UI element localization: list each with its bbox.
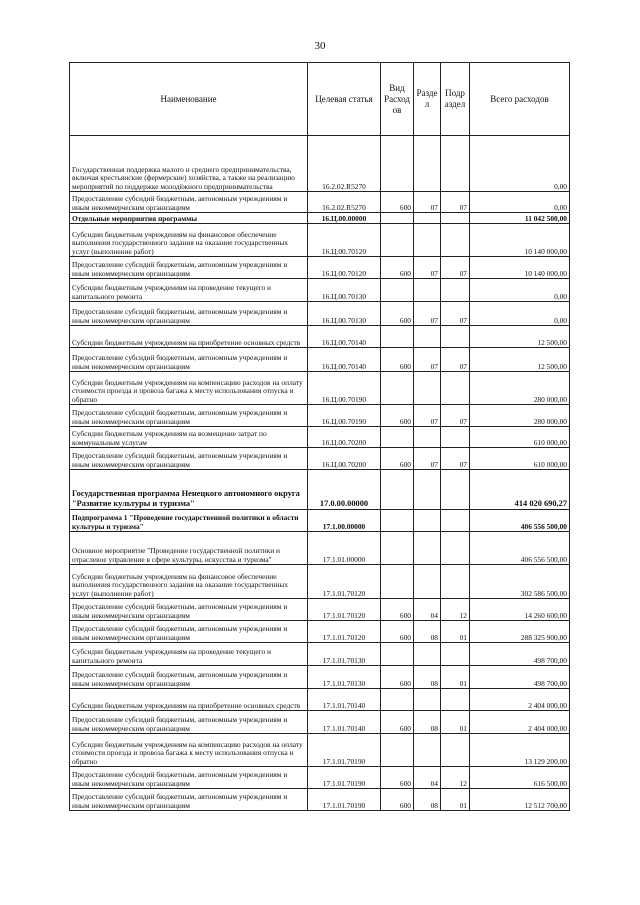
row-name-cell: Субсидии бюджетным учреждениям на финансовое обеспечение выполнения государственного задания на оказание государственных услуг (выполнение работ) [70, 565, 308, 599]
table-row [70, 348, 570, 372]
row-expense-type-cell [381, 565, 414, 599]
row-section-cell: 08 [414, 666, 441, 689]
row-subsection-cell: 12 [441, 599, 470, 621]
row-total-cell: 13 129 200,00 [470, 734, 570, 767]
row-target-article-cell: 16.Ц.00.70190 [308, 405, 381, 427]
table-row [70, 302, 570, 326]
row-target-article-cell: 16.2.02.R5270 [308, 192, 381, 213]
row-total-cell: 12 512 700,00 [470, 789, 570, 811]
row-name-cell: Субсидии бюджетным учреждениям на приобретение основных средств [70, 689, 308, 711]
row-total-cell: 414 020 690,27 [470, 470, 570, 510]
header-total: Всего расходов [470, 63, 570, 136]
row-subsection-cell [441, 372, 470, 405]
row-total-cell: 11 042 500,00 [470, 213, 570, 224]
table-row [70, 427, 570, 448]
row-target-article-cell: 16.Ц.00.70130 [308, 279, 381, 302]
row-total-cell: 12 500,00 [470, 348, 570, 372]
row-name-cell: Субсидии бюджетным учреждениям на проведение текущего и капитального ремонта [70, 643, 308, 666]
table-row [70, 565, 570, 599]
row-total-cell: 406 556 500,00 [470, 510, 570, 532]
row-section-cell: 07 [414, 302, 441, 326]
row-name-cell: Субсидии бюджетным учреждениям на проведение текущего и капитального ремонта [70, 279, 308, 302]
row-target-article-cell: 17.1.01.70120 [308, 599, 381, 621]
row-expense-type-cell: 600 [381, 405, 414, 427]
row-name-cell: Отдельные мероприятия программы [70, 213, 308, 224]
row-target-article-cell: 17.1.01.70140 [308, 689, 381, 711]
row-expense-type-cell: 600 [381, 666, 414, 689]
row-name-cell: Основное мероприятие "Проведение государственной политики и отраслевое управление в сфере культуры, искусства и туризма" [70, 532, 308, 565]
budget-table [69, 62, 570, 811]
row-subsection-cell: 07 [441, 448, 470, 470]
row-subsection-cell: 07 [441, 302, 470, 326]
row-expense-type-cell: 600 [381, 789, 414, 811]
row-name-cell: Подпрограмма 1 "Проведение государственной политики в области культуры и туризма" [70, 510, 308, 532]
row-expense-type-cell [381, 643, 414, 666]
table-row [70, 136, 570, 192]
row-section-cell: 08 [414, 711, 441, 734]
row-subsection-cell: 07 [441, 257, 470, 279]
table-row [70, 405, 570, 427]
row-name-cell: Субсидии бюджетным учреждениям на компенсацию расходов на оплату стоимости проезда и провоза багажа к месту использования отпуска и обратно [70, 734, 308, 767]
row-subsection-cell [441, 510, 470, 532]
row-target-article-cell: 17.0.00.00000 [308, 470, 381, 510]
row-total-cell: 12 500,00 [470, 326, 570, 348]
row-section-cell [414, 326, 441, 348]
table-row [70, 326, 570, 348]
row-subsection-cell [441, 734, 470, 767]
row-name-cell: Предоставление субсидий бюджетным, автономным учреждениям и иным некоммерческим организациям [70, 302, 308, 326]
row-target-article-cell: 16.Ц.00.70200 [308, 448, 381, 470]
row-total-cell: 10 140 000,00 [470, 224, 570, 257]
row-expense-type-cell [381, 213, 414, 224]
table-row [70, 666, 570, 689]
row-target-article-cell: 16.Ц.00.70190 [308, 372, 381, 405]
row-name-cell: Предоставление субсидий бюджетным, автономным учреждениям и иным некоммерческим организациям [70, 789, 308, 811]
table-row [70, 213, 570, 224]
page-number: 30 [314, 40, 326, 52]
row-total-cell: 610 000,00 [470, 427, 570, 448]
row-subsection-cell: 01 [441, 666, 470, 689]
row-total-cell: 498 700,00 [470, 643, 570, 666]
row-target-article-cell: 17.1.01.70120 [308, 621, 381, 643]
header-name: Наименование [70, 63, 308, 136]
header-expense-type: Вид Расход ов [381, 63, 414, 136]
row-target-article-cell: 17.1.01.70130 [308, 643, 381, 666]
row-target-article-cell: 16.Ц.00.70130 [308, 302, 381, 326]
table-row [70, 279, 570, 302]
row-section-cell: 08 [414, 621, 441, 643]
row-subsection-cell [441, 224, 470, 257]
row-name-cell: Предоставление субсидий бюджетным, автономным учреждениям и иным некоммерческим организациям [70, 711, 308, 734]
header-subsection: Подр аздел [441, 63, 470, 136]
row-subsection-cell [441, 689, 470, 711]
row-section-cell [414, 689, 441, 711]
row-total-cell: 280 000,00 [470, 372, 570, 405]
row-expense-type-cell [381, 279, 414, 302]
row-name-cell: Субсидии бюджетным учреждениям на финансовое обеспечение выполнения государственного задания на оказание государственных услуг (выполнение работ) [70, 224, 308, 257]
row-section-cell [414, 734, 441, 767]
row-name-cell: Субсидии бюджетным учреждениям на приобретение основных средств [70, 326, 308, 348]
row-name-cell: Государственная программа Ненецкого автономного округа "Развитие культуры и туризма" [70, 470, 308, 510]
row-subsection-cell [441, 136, 470, 192]
table-row [70, 192, 570, 213]
row-expense-type-cell: 600 [381, 192, 414, 213]
table-row [70, 643, 570, 666]
row-section-cell [414, 643, 441, 666]
row-section-cell [414, 565, 441, 599]
row-total-cell: 610 000,00 [470, 448, 570, 470]
row-total-cell: 0,00 [470, 279, 570, 302]
row-expense-type-cell [381, 372, 414, 405]
table-row [70, 767, 570, 789]
row-subsection-cell [441, 213, 470, 224]
row-expense-type-cell [381, 734, 414, 767]
row-name-cell: Предоставление субсидий бюджетным, автономным учреждениям и иным некоммерческим организациям [70, 348, 308, 372]
row-subsection-cell [441, 532, 470, 565]
row-subsection-cell [441, 643, 470, 666]
row-total-cell: 498 700,00 [470, 666, 570, 689]
table-row [70, 734, 570, 767]
row-target-article-cell: 17.1.01.70190 [308, 767, 381, 789]
row-expense-type-cell: 600 [381, 302, 414, 326]
row-target-article-cell: 17.1.01.00000 [308, 532, 381, 565]
row-subsection-cell [441, 279, 470, 302]
row-subsection-cell [441, 470, 470, 510]
header-target-article: Целевая статья [308, 63, 381, 136]
row-name-cell: Предоставление субсидий бюджетным, автономным учреждениям и иным некоммерческим организациям [70, 257, 308, 279]
row-section-cell: 04 [414, 767, 441, 789]
row-subsection-cell: 01 [441, 711, 470, 734]
row-section-cell [414, 279, 441, 302]
row-target-article-cell: 16.Ц.00.70140 [308, 326, 381, 348]
row-target-article-cell: 16.Ц.00.70200 [308, 427, 381, 448]
table-row [70, 224, 570, 257]
row-section-cell: 08 [414, 789, 441, 811]
row-section-cell: 04 [414, 599, 441, 621]
row-subsection-cell [441, 565, 470, 599]
row-target-article-cell: 17.1.01.70120 [308, 565, 381, 599]
row-section-cell [414, 510, 441, 532]
row-section-cell [414, 136, 441, 192]
row-target-article-cell: 16.Ц.00.70120 [308, 224, 381, 257]
row-name-cell: Предоставление субсидий бюджетным, автономным учреждениям и иным некоммерческим организациям [70, 767, 308, 789]
table-row [70, 510, 570, 532]
row-expense-type-cell: 600 [381, 711, 414, 734]
row-name-cell: Предоставление субсидий бюджетным, автономным учреждениям и иным некоммерческим организациям [70, 192, 308, 213]
table-header-row [70, 63, 570, 136]
row-expense-type-cell: 600 [381, 348, 414, 372]
row-subsection-cell: 01 [441, 621, 470, 643]
row-name-cell: Предоставление субсидий бюджетным, автономным учреждениям и иным некоммерческим организациям [70, 448, 308, 470]
row-section-cell: 07 [414, 192, 441, 213]
row-total-cell: 0,00 [470, 136, 570, 192]
row-subsection-cell: 01 [441, 789, 470, 811]
table-row [70, 257, 570, 279]
table-row [70, 789, 570, 811]
row-target-article-cell: 16.2.02.R5270 [308, 136, 381, 192]
row-expense-type-cell: 600 [381, 257, 414, 279]
row-section-cell: 07 [414, 348, 441, 372]
row-total-cell: 406 556 500,00 [470, 532, 570, 565]
row-subsection-cell: 07 [441, 348, 470, 372]
row-name-cell: Государственная поддержка малого и среднего предпринимательства, включая крестьянские (фермерские) хозяйства, а также на реализацию мероприятий по поддержке молодёжного предпринимательства [70, 136, 308, 192]
row-section-cell [414, 427, 441, 448]
row-subsection-cell: 12 [441, 767, 470, 789]
row-target-article-cell: 17.1.01.70130 [308, 666, 381, 689]
table-row [70, 448, 570, 470]
header-section: Разде л [414, 63, 441, 136]
row-total-cell: 2 404 000,00 [470, 689, 570, 711]
row-target-article-cell: 17.1.01.70190 [308, 789, 381, 811]
row-subsection-cell [441, 326, 470, 348]
row-target-article-cell: 17.1.01.70140 [308, 711, 381, 734]
row-target-article-cell: 16.Ц.00.00000 [308, 213, 381, 224]
table-row [70, 470, 570, 510]
row-expense-type-cell: 600 [381, 599, 414, 621]
row-name-cell: Субсидии бюджетным учреждениям на компенсацию расходов на оплату стоимости проезда и провоза багажа к месту использования отпуска и обратно [70, 372, 308, 405]
row-section-cell [414, 372, 441, 405]
row-total-cell: 280 000,00 [470, 405, 570, 427]
row-name-cell: Предоставление субсидий бюджетным, автономным учреждениям и иным некоммерческим организациям [70, 621, 308, 643]
row-name-cell: Субсидии бюджетным учреждениям на возмещение затрат по коммунальным услугам [70, 427, 308, 448]
row-target-article-cell: 16.Ц.00.70140 [308, 348, 381, 372]
row-target-article-cell: 16.Ц.00.70120 [308, 257, 381, 279]
row-subsection-cell: 07 [441, 405, 470, 427]
row-expense-type-cell [381, 689, 414, 711]
table-row [70, 372, 570, 405]
row-expense-type-cell: 600 [381, 621, 414, 643]
row-total-cell: 288 325 900,00 [470, 621, 570, 643]
row-total-cell: 14 260 600,00 [470, 599, 570, 621]
row-name-cell: Предоставление субсидий бюджетным, автономным учреждениям и иным некоммерческим организациям [70, 405, 308, 427]
table-row [70, 532, 570, 565]
row-section-cell [414, 224, 441, 257]
row-expense-type-cell [381, 326, 414, 348]
table-row [70, 689, 570, 711]
row-total-cell: 10 140 000,00 [470, 257, 570, 279]
row-subsection-cell: 07 [441, 192, 470, 213]
row-expense-type-cell [381, 510, 414, 532]
row-section-cell: 07 [414, 257, 441, 279]
row-total-cell: 616 500,00 [470, 767, 570, 789]
row-expense-type-cell: 600 [381, 767, 414, 789]
row-section-cell: 07 [414, 448, 441, 470]
row-expense-type-cell [381, 470, 414, 510]
row-total-cell: 2 404 000,00 [470, 711, 570, 734]
row-total-cell: 0,00 [470, 302, 570, 326]
row-expense-type-cell [381, 136, 414, 192]
row-expense-type-cell: 600 [381, 448, 414, 470]
table-row [70, 711, 570, 734]
row-name-cell: Предоставление субсидий бюджетным, автономным учреждениям и иным некоммерческим организациям [70, 599, 308, 621]
row-subsection-cell [441, 427, 470, 448]
row-section-cell [414, 470, 441, 510]
table-row [70, 621, 570, 643]
row-expense-type-cell [381, 532, 414, 565]
row-total-cell: 0,00 [470, 192, 570, 213]
row-total-cell: 302 586 500,00 [470, 565, 570, 599]
row-section-cell [414, 532, 441, 565]
row-section-cell: 07 [414, 405, 441, 427]
row-section-cell [414, 213, 441, 224]
row-expense-type-cell [381, 427, 414, 448]
row-expense-type-cell [381, 224, 414, 257]
row-target-article-cell: 17.1.00.00000 [308, 510, 381, 532]
table-row [70, 599, 570, 621]
row-target-article-cell: 17.1.01.70190 [308, 734, 381, 767]
row-name-cell: Предоставление субсидий бюджетным, автономным учреждениям и иным некоммерческим организациям [70, 666, 308, 689]
